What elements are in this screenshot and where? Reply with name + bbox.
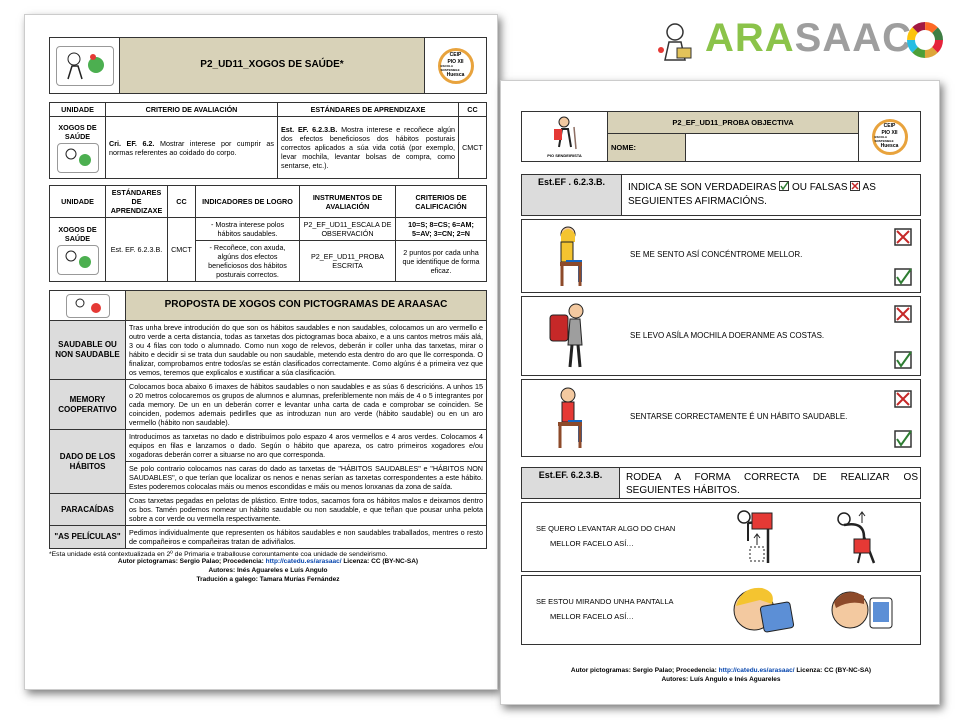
credit-text: Licenza: CC (BY-NC-SA)	[794, 667, 872, 674]
doc1-title: P2_UD11_XOGOS DE SAÚDE*	[120, 38, 425, 94]
habit-row	[521, 502, 921, 572]
hiker-picto-icon	[550, 115, 580, 151]
doc2-header	[521, 111, 921, 162]
cross-icon	[850, 181, 860, 191]
school-logo	[872, 119, 908, 155]
statement-row	[521, 219, 921, 293]
arasaac-brand	[655, 14, 947, 66]
tablet-close-option-icon[interactable]	[732, 580, 798, 640]
unit-name: XOGOS DE SAÚDE	[58, 122, 97, 141]
statement-text: SENTARSE CORRECTAMENTE É UN HÁBITO SAUDABLE.	[630, 412, 848, 421]
col-header: UNIDADE	[50, 103, 106, 117]
game-row	[50, 430, 487, 462]
credit-translation: Tradución a galego: Tamara Murías Fernández	[196, 575, 340, 583]
habit-line: MELLOR FACELO ASÍ…	[550, 539, 634, 548]
col-header: ESTÁNDARES DE APRENDIZAXE	[106, 186, 168, 218]
game-description: Se polo contrario colocamos nas caras do dado as tarxetas de "HÁBITOS SAUDABLES" e "HÁBITOS NON SAUDABLES", o que terían que localizar os nenos e nenas serían as tarxetas correspondentes a este hábito. Estes poderemos colocalas máis ou menos escondidas e máis ou menos lonxanas da zona de saída.	[126, 462, 487, 494]
standard-text: Mostra interese e recoñece algún dos efectos beneficiosos dos hábitos posturais correctos aplicados a súa vida cotiá (por exemplo, levar mochila, levantar bolsas de compra, como sentarse, etc.).	[281, 125, 455, 170]
logo-text: Huesca	[446, 72, 465, 79]
section1-header	[521, 174, 921, 216]
section2-instruction: RODEA A FORMA CORRECTA DE REALIZAR OS SEGUIENTES HÁBITOS.	[626, 472, 918, 496]
game-row	[50, 380, 487, 430]
upright-sitting-child-icon	[546, 386, 590, 452]
instruction-text: AS SEGUIENTES AFIRMACIÓNS.	[628, 182, 876, 207]
game-name: SAUDABLE OU NON SAUDABLE	[50, 321, 126, 380]
true-checkbox-icon[interactable]	[894, 268, 912, 286]
section2-code: Est.EF. 6.2.3.B.	[522, 468, 620, 498]
habit-line: SE ESTOU MIRANDO UNHA PANTALLA	[536, 597, 674, 606]
arasaac-link[interactable]: http://catedu.es/arasaac/	[718, 667, 795, 674]
true-checkbox-icon[interactable]	[894, 351, 912, 369]
col-header: ESTÁNDARES DE APRENDIZAXE	[278, 103, 459, 117]
false-checkbox-icon[interactable]	[894, 390, 912, 408]
game-description: Tras unha breve introdución do que son os hábitos saudables e non saudables, colocamos un aro vermello e outro verde a certa distancia, todas as tarxetas dos pictogramas boca abaixo, e a uns cantos metros máis alá, 3 ou 4 filas con todo o alumnado. Como nun xogo de relevos, deberán ir coller unha das tarxetas, mirar o hábito e decidir si se trata dun saudable ou non saudable, metendo esta dentro do aro que lle corresponda. O finalizar, comprobamos entre todos/as se están clasificados correctamente. Como algúns é a primeira vez que os vemos, teremos que explicalos e xustificar a súa clasificación.	[126, 321, 487, 380]
game-name: PARACAÍDAS	[50, 494, 126, 526]
indicator-2: - Recoñece, con axuda, algúns dos efectos beneficiosos dos hábitos posturais correctos.	[196, 241, 300, 282]
standard-code: Est. EF. 6.2.3.B.	[281, 125, 338, 134]
picto-caption: PIO SENDEIRISTA	[547, 153, 582, 158]
credit-text: Autor pictogramas: Sergio Palao; Procedencia:	[570, 667, 719, 674]
habit-line: SE QUERO LEVANTAR ALGO DO CHAN	[536, 524, 676, 533]
statement-text: SE ME SENTO ASÍ CONCÉNTROME MELLOR.	[630, 250, 803, 259]
game-name: DADO DE LOS HÁBITOS	[50, 430, 126, 494]
indicator-1: - Mostra interese polos hábitos saudables.	[196, 218, 300, 241]
false-checkbox-icon[interactable]	[894, 305, 912, 323]
habit-text	[536, 594, 674, 624]
credits	[49, 558, 487, 584]
credit-authors: Autores: Inés Aguareles e Luís Angulo	[208, 566, 328, 574]
competence-value: CMCT	[459, 117, 487, 179]
game-description: Colocamos boca abaixo 6 imaxes de hábitos saudables o non saudables e as súas 6 descricións. A unhos 15 o 20 metros colocaremos os grupos de alumnos e alumnas, preferiblemente non máis de 4 o 5 integrantes por cada memory. De un en un deberán correr e levantar unha carta de cada e comprobar se coinciden. Se coinciden, podemos ademais pedirlles que as introduzan nun aro verde (hábito saudable) ou en un aro vermello (hábito non saudable).	[126, 380, 487, 430]
logo-text: ESCOLA SOSTENIBLE	[440, 63, 460, 72]
credit-text: Autor pictogramas: Sergio Palao; Procedencia:	[117, 558, 266, 565]
unit-picto-icon	[57, 143, 99, 173]
document-page-2	[500, 80, 940, 705]
unit-picto-icon	[57, 245, 99, 275]
logo-text: ESCOLA SOSTENIBLE	[874, 134, 894, 143]
context-note: *Esta unidade está contextualizada en 2º de Primaria e traballouse conxuntamente coa unidade de sendeirismo.	[49, 551, 388, 558]
col-header: UNIDADE	[50, 186, 106, 218]
statement-text: SE LEVO ASÍLA MOCHILA DOERANME AS COSTAS.	[630, 331, 825, 340]
school-logo	[438, 48, 474, 84]
standard-code: Est. EF. 6.2.3.B.	[106, 218, 168, 282]
brand-name-b: SAAC	[794, 16, 913, 60]
logo-text: PIO XII	[881, 129, 898, 136]
name-field[interactable]	[686, 134, 859, 162]
competence-value: CMCT	[168, 218, 196, 282]
brand-name-a: ARA	[705, 16, 795, 60]
credit-text: Licenza: CC (BY-NC-SA)	[341, 558, 419, 565]
col-header: INDICADORES DE LOGRO	[196, 186, 300, 218]
criterion-text: Mostrar interese por cumprir as normas referentes ao coidado do corpo.	[109, 138, 274, 157]
grading-criteria-1: 10=S; 8=CS; 6=AM; 5=AV; 3=CN; 2=N	[396, 218, 487, 241]
habit-text	[536, 521, 675, 551]
col-header: CRITERIOS DE CALIFICACIÓN	[396, 186, 487, 218]
doc2-title: P2_EF_UD11_PROBA OBJECTIVA	[608, 112, 859, 134]
col-header: CRITERIO DE AVALIACIÓN	[106, 103, 278, 117]
document-page-1	[24, 14, 498, 690]
col-header: INSTRUMENTOS DE AVALIACIÓN	[300, 186, 396, 218]
name-label: NOME:	[608, 134, 686, 162]
lift-squat-option-icon[interactable]	[834, 507, 888, 567]
habit-row	[521, 575, 921, 645]
instrument-1: P2_EF_UD11_ESCALA DE OBSERVACIÓN	[300, 218, 396, 241]
game-row	[50, 494, 487, 526]
game-name: MEMORY COOPERATIVO	[50, 380, 126, 430]
proposal-title: PROPOSTA DE XOGOS CON PICTOGRAMAS DE ARAASAC	[126, 291, 487, 321]
criteria-table	[49, 102, 487, 179]
logo-text: CEIP	[883, 123, 896, 130]
credit-authors: Autores: Luís Angulo e Inés Aguareles	[661, 675, 781, 683]
logo-text: PIO XII	[447, 58, 464, 65]
grading-criteria-2: 2 puntos por cada unha que identifique de forma eficaz.	[396, 241, 487, 282]
healthy-habits-picto-icon	[56, 46, 114, 86]
criterion-code: Cri. EF. 6.2.	[109, 138, 155, 148]
games-picto-icon	[66, 294, 110, 318]
evaluation-table	[49, 185, 487, 282]
section1-code: Est.EF . 6.2.3.B.	[522, 175, 622, 215]
tablet-distance-option-icon[interactable]	[830, 580, 896, 640]
true-checkbox-icon[interactable]	[894, 430, 912, 448]
game-name: "AS PELÍCULAS"	[50, 526, 126, 549]
arasaac-mascot-icon	[655, 20, 695, 64]
check-icon	[779, 181, 789, 191]
col-header: CC	[459, 103, 487, 117]
sdg-wheel-icon	[905, 20, 945, 60]
game-description: Coas tarxetas pegadas en pelotas de plástico. Entre todos, sacamos fora os hábitos malos e deixamos dentro os bos. Tamén podemos nomear un hábito saudable ou non saudable, e que teñan que pousar unha pelota sobre a cor verde ou vermella respectivamente.	[126, 494, 487, 526]
lift-bent-back-option-icon[interactable]	[734, 507, 788, 567]
instruction-text: OU FALSAS	[791, 182, 848, 193]
arasaac-link[interactable]: http://catedu.es/arasaac/	[265, 558, 342, 565]
unit-name: XOGOS DE SAÚDE	[58, 224, 97, 243]
section2-header	[521, 467, 921, 499]
logo-text: CEIP	[449, 52, 462, 59]
statement-row	[521, 296, 921, 376]
statement-row	[521, 379, 921, 457]
sitting-child-icon	[546, 224, 592, 288]
instruction-text: INDICA SE SON VERDADEIRAS	[628, 182, 777, 193]
game-row	[50, 526, 487, 549]
logo-text: Huesca	[880, 143, 899, 150]
doc1-header	[49, 37, 487, 94]
game-row	[50, 321, 487, 380]
col-header: CC	[168, 186, 196, 218]
backpack-child-icon	[546, 301, 596, 371]
habit-line: MELLOR FACELO ASÍ…	[550, 612, 634, 621]
game-description: Introducimos as tarxetas no dado e distribuímos polo espazo 4 aros vermellos e 4 aros verdes. Colocamos 4 equipos en filas e lanzamos o dado. Según o hábito que apareza, os catro primeiros xogadores e/ou xogadoras deberán correr a situarse no aro que corresponda.	[126, 430, 487, 462]
instrument-2: P2_EF_UD11_PROBA ESCRITA	[300, 241, 396, 282]
game-description: Pedimos individualmente que representen os hábitos saudables e non saudables traballados, mentres o resto de compañeiros e compañeiras tratan de adiviñalos.	[126, 526, 487, 549]
games-table	[49, 290, 487, 549]
credits	[521, 667, 921, 685]
false-checkbox-icon[interactable]	[894, 228, 912, 246]
section1-instruction	[628, 181, 918, 209]
